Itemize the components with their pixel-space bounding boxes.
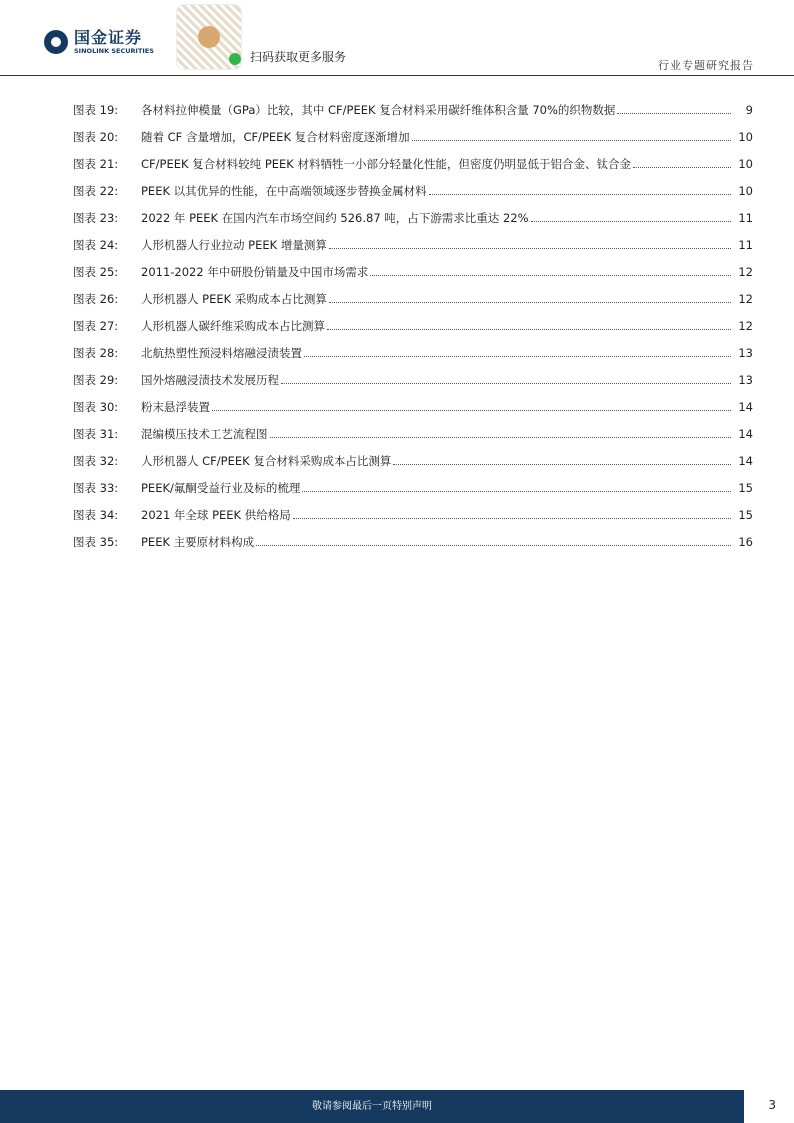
toc-entry[interactable] xyxy=(73,528,753,555)
toc-entry-title[interactable]: 混编模压技术工艺流程图 xyxy=(141,426,268,441)
page-header xyxy=(0,0,794,78)
toc-entry-page[interactable]: 12 xyxy=(738,264,753,279)
logo-mark-icon xyxy=(44,30,68,54)
toc-entry[interactable] xyxy=(73,231,753,258)
toc-dot-leader xyxy=(370,275,731,276)
toc-entry-label: 图表 21: xyxy=(73,156,119,171)
toc-entry[interactable] xyxy=(73,501,753,528)
toc-entry-title[interactable]: PEEK 以其优异的性能，在中高端领域逐步替换金属材料 xyxy=(141,183,427,198)
toc-entry-page[interactable]: 10 xyxy=(738,129,753,144)
toc-entry-label: 图表 19: xyxy=(73,102,119,117)
toc-entry-label: 图表 33: xyxy=(73,480,119,495)
toc-entry[interactable] xyxy=(73,420,753,447)
toc-entry-title[interactable]: PEEK 主要原材料构成 xyxy=(141,534,255,549)
toc-entry[interactable] xyxy=(73,339,753,366)
toc-entry-title[interactable]: 人形机器人 CF/PEEK 复合材料采购成本占比测算 xyxy=(141,453,392,468)
toc-entry-title[interactable]: 2022 年 PEEK 在国内汽车市场空间约 526.87 吨，占下游需求比重达 22% xyxy=(141,210,529,225)
toc-entry-title[interactable]: 人形机器人 PEEK 采购成本占比测算 xyxy=(141,291,327,306)
scan-prompt: 扫码获取更多服务 xyxy=(250,50,347,64)
company-logo xyxy=(44,30,154,55)
toc-entry[interactable] xyxy=(73,177,753,204)
toc-entry-title[interactable]: 2011-2022 年中研股份销量及中国市场需求 xyxy=(141,264,369,279)
toc-entry[interactable] xyxy=(73,96,753,123)
toc-entry-page[interactable]: 12 xyxy=(738,291,753,306)
toc-entry-label: 图表 28: xyxy=(73,345,119,360)
toc-entry[interactable] xyxy=(73,123,753,150)
toc-dot-leader xyxy=(429,194,731,195)
toc-dot-leader xyxy=(302,491,731,492)
toc-entry-label: 图表 34: xyxy=(73,507,119,522)
toc-dot-leader xyxy=(531,221,731,222)
toc-entry-title[interactable]: 人形机器人碳纤维采购成本占比测算 xyxy=(141,318,325,333)
toc-entry-title[interactable]: 粉末悬浮装置 xyxy=(141,399,210,414)
logo-english-name: SINOLINK SECURITIES xyxy=(74,47,154,55)
toc-entry-title[interactable]: 人形机器人行业拉动 PEEK 增量测算 xyxy=(141,237,327,252)
toc-dot-leader xyxy=(293,518,731,519)
toc-entry-title[interactable]: 北航热塑性预浸料熔融浸渍装置 xyxy=(141,345,302,360)
toc-entry-label: 图表 24: xyxy=(73,237,119,252)
toc-entry-label: 图表 31: xyxy=(73,426,119,441)
toc-entry[interactable] xyxy=(73,447,753,474)
toc-entry-page[interactable]: 10 xyxy=(738,156,753,171)
toc-entry-label: 图表 27: xyxy=(73,318,119,333)
toc-entry-title[interactable]: 各材料拉伸模量（GPa）比较，其中 CF/PEEK 复合材料采用碳纤维体积含量 70%的织物数据 xyxy=(141,102,616,117)
toc-dot-leader xyxy=(256,545,731,546)
toc-entry[interactable] xyxy=(73,366,753,393)
toc-entry-page[interactable]: 9 xyxy=(745,102,753,117)
footer-bar xyxy=(0,1090,744,1123)
toc-dot-leader xyxy=(327,329,731,330)
toc-entry-page[interactable]: 15 xyxy=(738,507,753,522)
toc-dot-leader xyxy=(270,437,732,438)
toc-entry-page[interactable]: 15 xyxy=(738,480,753,495)
toc-entry-title[interactable]: 随着 CF 含量增加，CF/PEEK 复合材料密度逐渐增加 xyxy=(141,129,410,144)
header-divider xyxy=(0,75,794,76)
figure-table-of-contents xyxy=(73,96,753,555)
toc-dot-leader xyxy=(617,113,731,114)
toc-entry-label: 图表 22: xyxy=(73,183,119,198)
toc-entry[interactable] xyxy=(73,474,753,501)
qr-center-logo-icon xyxy=(198,26,220,48)
toc-entry[interactable] xyxy=(73,312,753,339)
toc-dot-leader xyxy=(281,383,731,384)
toc-entry-page[interactable]: 13 xyxy=(738,372,753,387)
toc-entry-title[interactable]: CF/PEEK 复合材料较纯 PEEK 材料牺牲一小部分轻量化性能，但密度仍明显低于铝合金、钛合金 xyxy=(141,156,631,171)
footer-disclaimer[interactable]: 敬请参阅最后一页特别声明 xyxy=(312,1101,432,1112)
toc-entry-page[interactable]: 16 xyxy=(738,534,753,549)
qr-code-icon[interactable] xyxy=(176,4,242,70)
toc-entry-title[interactable]: PEEK/氟酮受益行业及标的梳理 xyxy=(141,480,301,495)
toc-entry-page[interactable]: 11 xyxy=(738,237,753,252)
toc-entry-title[interactable]: 国外熔融浸渍技术发展历程 xyxy=(141,372,279,387)
report-type-label: 行业专题研究报告 xyxy=(658,59,754,72)
toc-dot-leader xyxy=(329,302,731,303)
toc-dot-leader xyxy=(212,410,731,411)
toc-entry-label: 图表 32: xyxy=(73,453,119,468)
toc-entry-page[interactable]: 14 xyxy=(738,453,753,468)
toc-entry-label: 图表 26: xyxy=(73,291,119,306)
toc-entry-page[interactable]: 13 xyxy=(738,345,753,360)
toc-dot-leader xyxy=(393,464,731,465)
toc-entry-page[interactable]: 12 xyxy=(738,318,753,333)
toc-entry-label: 图表 20: xyxy=(73,129,119,144)
toc-entry[interactable] xyxy=(73,393,753,420)
logo-chinese-name: 国金证券 xyxy=(74,28,143,47)
toc-entry-page[interactable]: 11 xyxy=(738,210,753,225)
toc-entry-page[interactable]: 14 xyxy=(738,399,753,414)
page-number: 3 xyxy=(768,1098,776,1112)
toc-dot-leader xyxy=(329,248,731,249)
toc-entry-label: 图表 29: xyxy=(73,372,119,387)
toc-entry-title[interactable]: 2021 年全球 PEEK 供给格局 xyxy=(141,507,291,522)
wechat-icon xyxy=(229,53,241,65)
toc-entry-label: 图表 35: xyxy=(73,534,119,549)
toc-entry[interactable] xyxy=(73,285,753,312)
toc-entry[interactable] xyxy=(73,150,753,177)
toc-entry-label: 图表 23: xyxy=(73,210,119,225)
toc-entry[interactable] xyxy=(73,258,753,285)
toc-dot-leader xyxy=(633,167,731,168)
toc-entry-label: 图表 30: xyxy=(73,399,119,414)
toc-dot-leader xyxy=(412,140,731,141)
toc-entry-page[interactable]: 14 xyxy=(738,426,753,441)
toc-entry-label: 图表 25: xyxy=(73,264,119,279)
toc-entry[interactable] xyxy=(73,204,753,231)
toc-entry-page[interactable]: 10 xyxy=(738,183,753,198)
toc-dot-leader xyxy=(304,356,731,357)
